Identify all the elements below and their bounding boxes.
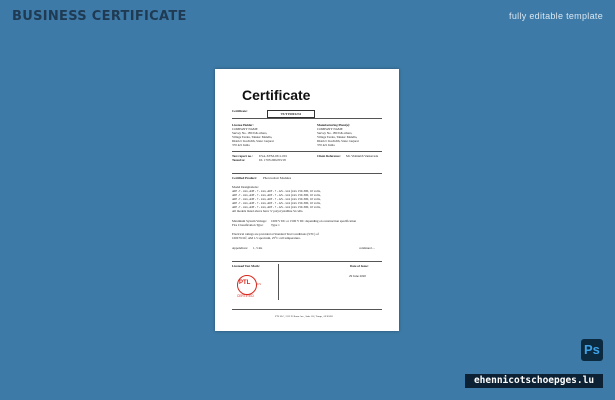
product-label: Certified Product: [232, 176, 257, 180]
vertical-divider [278, 264, 279, 300]
photoshop-icon-text: Ps [584, 342, 600, 357]
date-label: Date of Issue: [350, 264, 369, 268]
model-line: AIP -? - xxx, AIP - ? - xxx, AIP - ? - AS - xxx (xxx 150-300, 10 volts, [232, 197, 321, 201]
model-note: All models listed above have 'x' polycrystalline Si cells. [232, 209, 304, 213]
ptl-logo-text: PTL [239, 280, 251, 286]
tagline: fully editable template [509, 11, 603, 21]
watermark: ehennicotschoepges.lu [465, 374, 603, 388]
electrical-line: 1000 W/m², AM 1.5 spectrum, 25°C cell temperature. [232, 236, 301, 240]
test-mark-label: Licensed Test Mark: [232, 264, 260, 268]
ptl-certified: CERTIFIED [237, 294, 254, 298]
max-voltage-value: 1000 V DC or 1500 V DC depending on construction specification [271, 219, 357, 223]
mfg-plant-line: District: Kachchh, State: Gujarat [317, 139, 359, 143]
model-label: Model Designations: [232, 185, 259, 189]
model-line: AIP -? - xxx, AIP - ? - xxx, AIP - ? - AS - xxx (xxx 150-300, 10 volts, [232, 189, 321, 193]
appendix-value: 1, 5 ms [253, 246, 263, 250]
ptl-suffix: US [257, 282, 262, 286]
fire-label: Fire Classification Type: [232, 223, 264, 227]
license-holder-label: License Holder: [232, 123, 254, 127]
max-voltage-label: Maximum System Voltage: [232, 219, 267, 223]
client-ref-value: Mr. Vishnubh Vankavade [346, 154, 379, 158]
divider [232, 151, 382, 152]
test-report-label: Test report no.: [232, 154, 253, 158]
tested-to-label: Tested to: [232, 158, 246, 162]
mfg-plant-line: Survey No. 185/9 & others, [317, 131, 353, 135]
certificate-heading: Certificate [242, 87, 311, 103]
certificate-label: Certificate: [232, 109, 248, 113]
certificate-document [215, 69, 399, 331]
tested-to-value: UL 1703:2002/03/18 [259, 158, 286, 162]
mfg-plant-line: Village Tarala, Taluka: Mandla, [317, 135, 358, 139]
mfg-plant-line: COMPANY NAME [317, 127, 343, 131]
divider [232, 118, 382, 119]
license-holder-line: Survey No. 185/9 & others, [232, 131, 268, 135]
product-value: Photovoltaic Modules [263, 176, 292, 180]
model-line: AIP -? - xxx, AIP - ? - xxx, AIP - ? - AS - xxx (xxx 150-300, 10 volts, [232, 201, 321, 205]
date-value: 29 June 2020 [349, 274, 366, 278]
model-line: AIP -? - xxx, AIP - ? - xxx, AIP - ? - AS - xxx (xxx 150-300, 10 volts, [232, 193, 321, 197]
continued-text: continued ... [359, 246, 375, 250]
divider [232, 309, 382, 310]
photoshop-icon [581, 339, 603, 361]
license-holder-line: District: Kachchh, State: Gujarat [232, 139, 274, 143]
license-holder-line: 370 421 India [232, 143, 250, 147]
footer-address: PTL LLC, 2113 N. Rome Ave., Suite 101, Tempe, AZ 85281 [275, 315, 333, 318]
appendix-label: Appendices: [232, 246, 248, 250]
mfg-plant-label: Manufacturing Plant(s): [317, 123, 351, 127]
divider [232, 173, 382, 174]
fire-value: Type 1 [271, 223, 280, 227]
page-title: BUSINESS CERTIFICATE [12, 9, 187, 24]
certificate-number: TUT19001231 [267, 110, 315, 118]
client-ref-label: Client Reference: [317, 154, 341, 158]
divider [232, 261, 382, 262]
license-holder-line: Village Tarala, Taluka: Mandla, [232, 135, 273, 139]
electrical-line: Electrical ratings are provided at Standard Test Conditions (STC) of [232, 232, 319, 236]
mfg-plant-line: 370 421 India [317, 143, 335, 147]
license-holder-line: COMPANY NAME [232, 127, 258, 131]
test-report-value: USA-XYM-0311-001 [259, 154, 288, 158]
model-line: AIP -? - xxx, AIP - ? - xxx, AIP - ? - AS - xxx (xxx 150-300, 10 volts, [232, 205, 321, 209]
